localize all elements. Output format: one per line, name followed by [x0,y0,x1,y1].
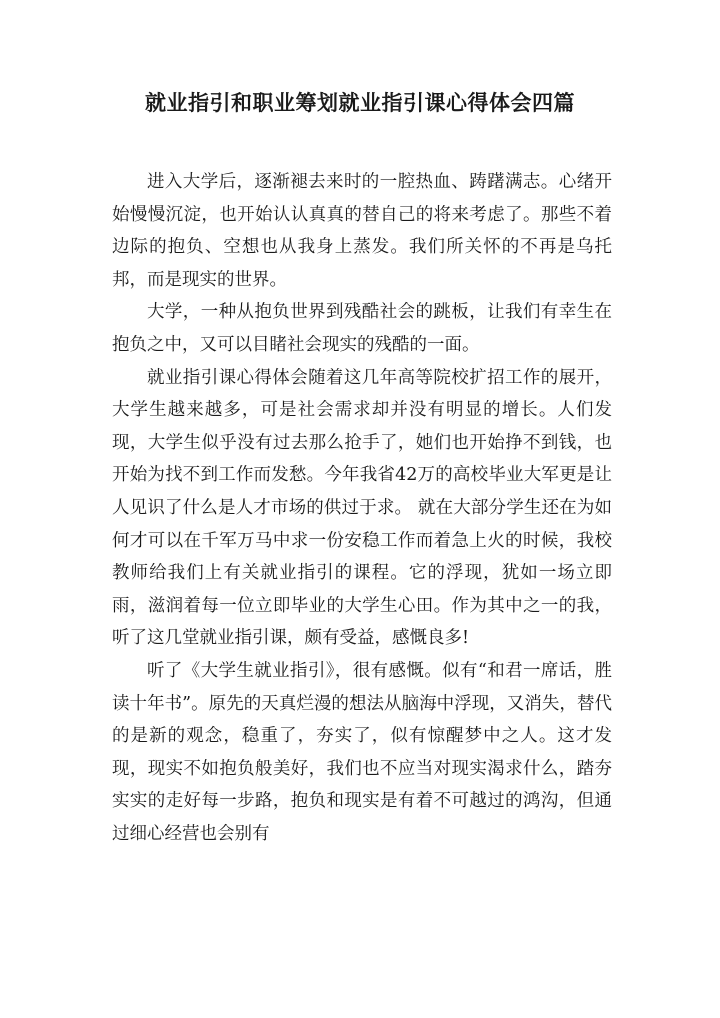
document-body [112,166,612,850]
document-title: 就业指引和职业筹划就业指引课心得体会四篇 [145,90,575,115]
paragraph-3: 就业指引课心得体会随着这几年高等院校扩招工作的展开，大学生越来越多，可是社会需求却并没有明显的增长。人们发现，大学生似乎没有过去那么抢手了，她们也开始挣不到钱，也开始为找不到工作而发愁。今年我省42万的高校毕业大军更是让人见识了什么是人才市场的供过于求。 就在大部分学生还在为如何才可以在千军万马中求一份安稳工作而着急上火的时候，我校教师给我们上有关就业指引的课程。它的浮现，犹如一场立即雨，滋润着每一位立即毕业的大学生心田。作为其中之一的我，听了这几堂就业指引课，颇有受益，感慨良多! [112,367,612,649]
paragraph-4: 听了《大学生就业指引》，很有感慨。似有“和君一席话，胜读十年书”。原先的天真烂漫的想法从脑海中浮现，又消失，替代的是新的观念，稳重了，夯实了，似有惊醒梦中之人。这才发现，现实不如抱负般美好，我们也不应当对现实渴求什么，踏夯实实的走好每一步路，抱负和现实是有着不可越过的鸿沟，但通过细心经营也会别有 [112,660,612,844]
paragraph-2: 大学，一种从抱负世界到残酷社会的跳板，让我们有幸生在抱负之中，又可以目睹社会现实的残酷的一面。 [112,302,612,355]
paragraph-1: 进入大学后，逐渐褪去来时的一腔热血、踌躇满志。心绪开始慢慢沉淀，也开始认认真真的替自己的将来考虑了。那些不着边际的抱负、空想也从我身上蒸发。我们所关怀的不再是乌托邦，而是现实的世界。 [112,172,612,290]
